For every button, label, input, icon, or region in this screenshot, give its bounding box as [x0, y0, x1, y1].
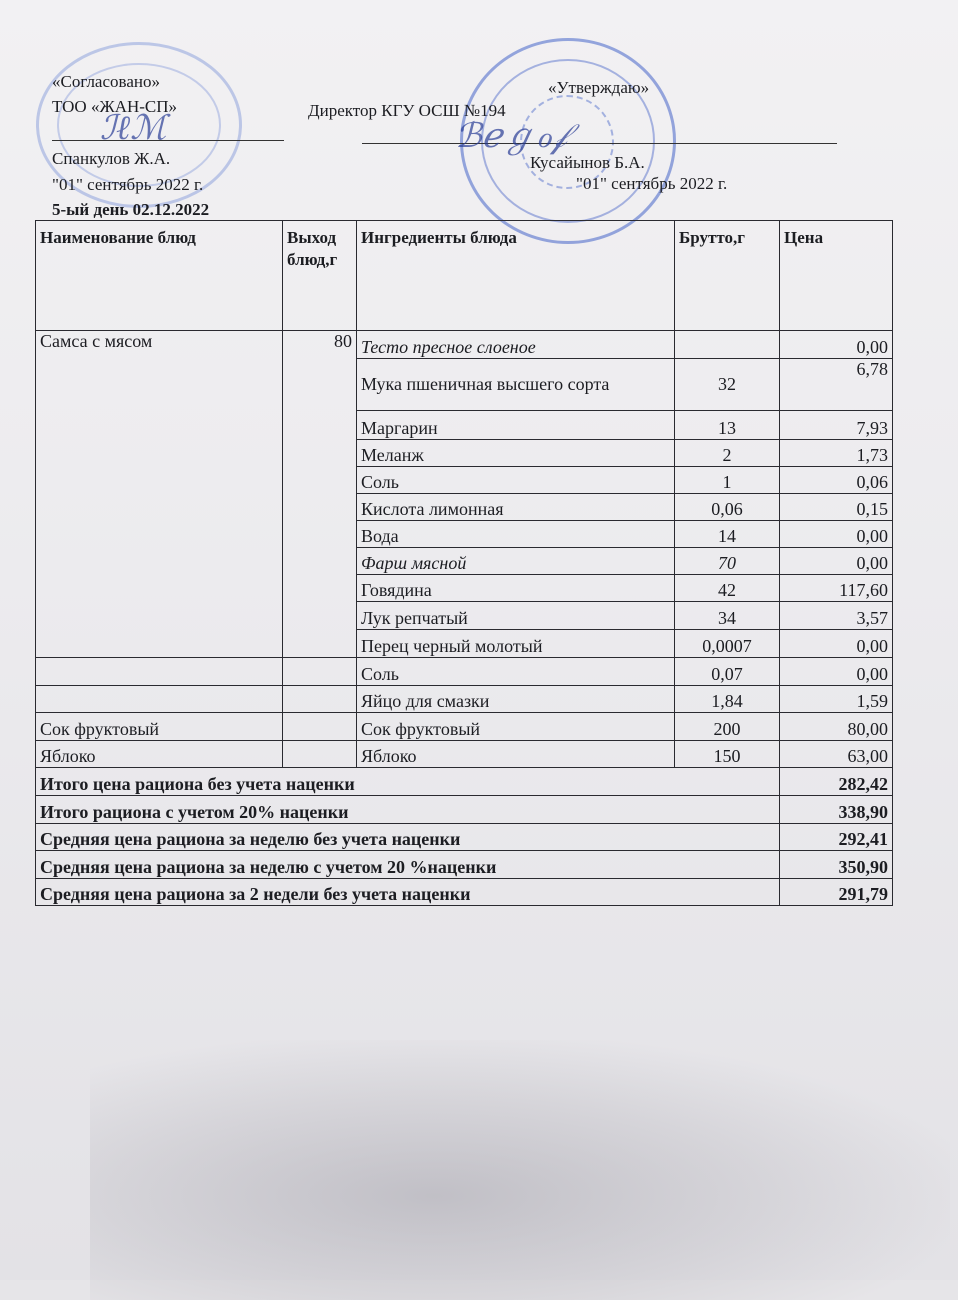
brutto: 34: [675, 602, 780, 630]
org-name: ТОО «ЖАН-СП»: [52, 97, 178, 116]
table-row: [36, 713, 893, 741]
price: 0,00: [780, 331, 893, 359]
ingredient: Вода: [357, 521, 675, 548]
total-row: [36, 824, 893, 851]
dish-output: [283, 713, 357, 741]
ingredient: Лук репчатый: [357, 602, 675, 630]
brutto: 32: [675, 359, 780, 411]
price: 1,59: [780, 686, 893, 713]
ingredient: Маргарин: [357, 411, 675, 440]
ingredient: Перец черный молотый: [357, 630, 675, 658]
brutto: 70: [675, 548, 780, 575]
ingredient: Тесто пресное слоеное: [357, 331, 675, 359]
total-label: Средняя цена рациона за неделю без учета наценки: [36, 824, 780, 851]
brutto: 0,0007: [675, 630, 780, 658]
ingredient: Мука пшеничная высшего сорта: [357, 359, 675, 411]
price: 63,00: [780, 741, 893, 768]
price: 6,78: [780, 359, 893, 411]
price: 0,06: [780, 467, 893, 494]
table-row: [36, 331, 893, 359]
dish-name: Сок фруктовый: [36, 713, 283, 741]
price: 3,57: [780, 602, 893, 630]
dish-name: Яблоко: [36, 741, 283, 768]
brutto: [675, 331, 780, 359]
table-row: [36, 686, 893, 713]
director-title: Директор КГУ ОСШ №194: [308, 101, 506, 120]
table-row: [36, 658, 893, 686]
agreed-date: "01" сентябрь 2022 г.: [52, 175, 204, 194]
signature-line-right: [362, 143, 837, 144]
total-row: [36, 768, 893, 796]
total-row: [36, 796, 893, 824]
total-value: 350,90: [780, 851, 893, 879]
approved-label: «Утверждаю»: [548, 78, 650, 97]
price: 0,15: [780, 494, 893, 521]
table-header-row: [36, 221, 893, 331]
signature-right: ℬℯℊℴ𝒻: [455, 116, 567, 156]
day-label: 5-ый день 02.12.2022: [52, 200, 210, 219]
price: 0,00: [780, 630, 893, 658]
brutto: 0,06: [675, 494, 780, 521]
total-row: [36, 879, 893, 906]
signature-left: ℐℓℳ: [100, 108, 167, 148]
brutto: 1: [675, 467, 780, 494]
approved-date: "01" сентябрь 2022 г.: [576, 174, 728, 193]
total-label: Итого рациона с учетом 20% наценки: [36, 796, 780, 824]
brutto: 2: [675, 440, 780, 467]
total-row: [36, 851, 893, 879]
brutto: 14: [675, 521, 780, 548]
dish-name: [36, 658, 283, 686]
price: 0,00: [780, 521, 893, 548]
brutto: 13: [675, 411, 780, 440]
dish-output: [283, 686, 357, 713]
col-header-brutto: Брутто,г: [675, 221, 780, 331]
agreed-person: Спанкулов Ж.А.: [52, 149, 171, 168]
price: 1,73: [780, 440, 893, 467]
price: 0,00: [780, 658, 893, 686]
dish-output: [283, 741, 357, 768]
total-value: 338,90: [780, 796, 893, 824]
ingredient: Соль: [357, 467, 675, 494]
signature-line-left: [52, 140, 284, 141]
ingredient: Сок фруктовый: [357, 713, 675, 741]
brutto: 200: [675, 713, 780, 741]
ingredient: Говядина: [357, 575, 675, 602]
agreed-label: «Согласовано»: [52, 72, 160, 91]
total-label: Итого цена рациона без учета наценки: [36, 768, 780, 796]
col-header-ingredients: Ингредиенты блюда: [357, 221, 675, 331]
price: 7,93: [780, 411, 893, 440]
total-value: 292,41: [780, 824, 893, 851]
ingredient: Яблоко: [357, 741, 675, 768]
ingredient: Меланж: [357, 440, 675, 467]
brutto: 1,84: [675, 686, 780, 713]
ingredient: Яйцо для смазки: [357, 686, 675, 713]
director-name: Кусайынов Б.А.: [530, 153, 645, 172]
brutto: 150: [675, 741, 780, 768]
ingredient: Кислота лимонная: [357, 494, 675, 521]
table-row: [36, 741, 893, 768]
dish-output: 80: [283, 331, 357, 658]
total-value: 291,79: [780, 879, 893, 906]
price: 0,00: [780, 548, 893, 575]
brutto: 42: [675, 575, 780, 602]
dish-name: Самса с мясом: [36, 331, 283, 658]
total-label: Средняя цена рациона за 2 недели без учета наценки: [36, 879, 780, 906]
price: 117,60: [780, 575, 893, 602]
col-header-output: Выход блюд,г: [283, 221, 357, 331]
col-header-price: Цена: [780, 221, 893, 331]
total-value: 282,42: [780, 768, 893, 796]
photo-shadow: [90, 1040, 950, 1300]
ingredient: Соль: [357, 658, 675, 686]
dish-output: [283, 658, 357, 686]
ingredient: Фарш мясной: [357, 548, 675, 575]
menu-table: [35, 220, 893, 906]
price: 80,00: [780, 713, 893, 741]
col-header-dish: Наименование блюд: [36, 221, 283, 331]
brutto: 0,07: [675, 658, 780, 686]
total-label: Средняя цена рациона за неделю с учетом 20 %наценки: [36, 851, 780, 879]
dish-name: [36, 686, 283, 713]
